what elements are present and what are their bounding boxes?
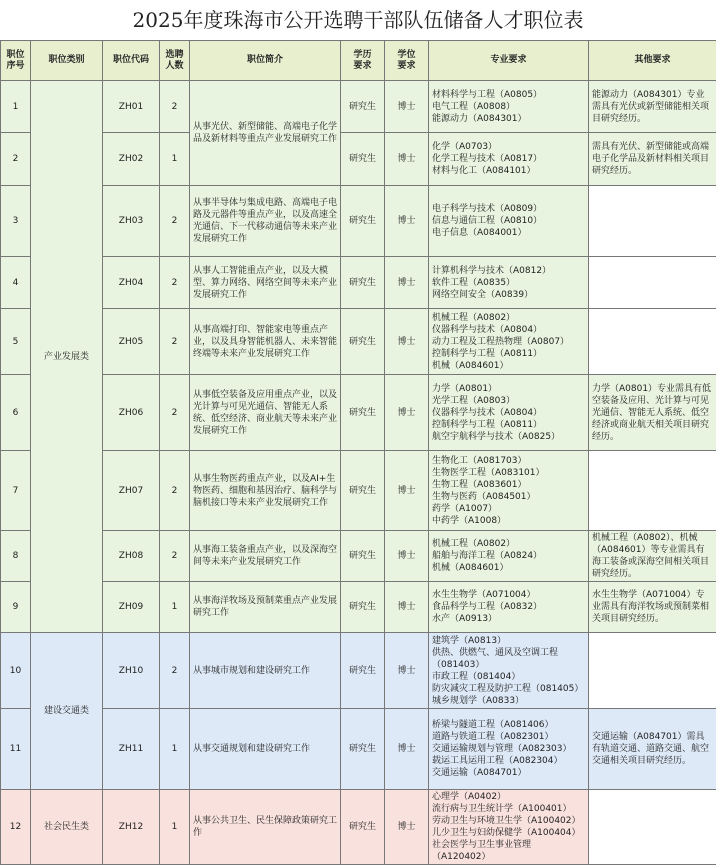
major-item: 中药学（A1008）	[432, 515, 585, 527]
position-seq: 10	[1, 633, 31, 709]
position-category: 产业发展类	[31, 81, 103, 633]
major-item: 供热、供燃气、通风及空调工程	[432, 647, 585, 659]
education-requirement: 研究生	[341, 709, 385, 790]
position-intro: 从事高端打印、智能家电等重点产业，以及具身智能机器人、未来智能终端等未来产业发展研究工作	[190, 309, 341, 375]
major-item: 劳动卫生与环境卫生学（A100402）	[432, 815, 585, 827]
other-requirement	[589, 257, 716, 309]
major-item: 机械工程（A0802）	[432, 538, 585, 550]
position-code: ZH09	[103, 582, 160, 633]
major-item: 电子科学与技术（A0809）	[432, 203, 585, 215]
table-row	[1, 582, 716, 633]
position-seq: 12	[1, 790, 31, 865]
degree-requirement: 博士	[385, 790, 429, 865]
education-requirement: 研究生	[341, 531, 385, 582]
major-item: 力学（A0801）	[432, 383, 585, 395]
education-requirement: 研究生	[341, 790, 385, 865]
position-count: 2	[160, 81, 190, 133]
major-item: 生物工程（A083601）	[432, 479, 585, 491]
degree-requirement: 博士	[385, 633, 429, 709]
table-row	[1, 451, 716, 531]
major-item: 网络空间安全（A0839）	[432, 289, 585, 301]
header-degree: 学位 要求	[385, 41, 429, 81]
major-requirement	[429, 186, 589, 257]
major-item: 交通运输规划与管理（A082303）	[432, 743, 585, 755]
table-row	[1, 790, 716, 865]
other-requirement: 机械工程（A0802）、机械（A084601）等专业需具有海工装备或深海空间相关项目研究经历。	[589, 531, 716, 582]
major-requirement	[429, 582, 589, 633]
major-item: 社会医学与卫生事业管理	[432, 839, 585, 851]
major-item: 载运工具运用工程（A082304）	[432, 755, 585, 767]
position-count: 1	[160, 582, 190, 633]
major-item: 市政工程（081404）	[432, 671, 585, 683]
position-count: 2	[160, 257, 190, 309]
major-item: 船舶与海洋工程（A0824）	[432, 550, 585, 562]
position-intro: 从事海洋牧场及预制菜重点产业发展研究工作	[190, 582, 341, 633]
degree-requirement: 博士	[385, 257, 429, 309]
major-item: 药学（A1007）	[432, 503, 585, 515]
position-intro: 从事海工装备重点产业，以及深海空间等未来产业发展研究工作	[190, 531, 341, 582]
major-item: 仪器科学与技术（A0804）	[432, 407, 585, 419]
education-requirement: 研究生	[341, 186, 385, 257]
major-requirement	[429, 257, 589, 309]
major-item: 计算机科学与技术（A0812）	[432, 265, 585, 277]
position-code: ZH06	[103, 375, 160, 451]
header-seq: 职位 序号	[1, 41, 31, 81]
major-requirement	[429, 451, 589, 531]
major-item: 食品科学与工程（A0832）	[432, 601, 585, 613]
education-requirement: 研究生	[341, 582, 385, 633]
position-count: 2	[160, 309, 190, 375]
table-row	[1, 81, 716, 133]
header-category: 职位类别	[31, 41, 103, 81]
education-requirement: 研究生	[341, 81, 385, 133]
other-requirement: 能源动力（A084301）专业需具有光伏或新型储能相关项目研究经历。	[589, 81, 716, 133]
position-category: 社会民生类	[31, 790, 103, 865]
major-item: 材料与化工（A084101）	[432, 165, 585, 177]
position-intro: 从事人工智能重点产业，以及大模型、算力网络、网络空间等未来产业发展研究工作	[190, 257, 341, 309]
major-item: 信息与通信工程（A0810）	[432, 215, 585, 227]
table-row	[1, 186, 716, 257]
position-table	[0, 40, 716, 865]
position-seq: 7	[1, 451, 31, 531]
major-item: 机械工程（A0802）	[432, 312, 585, 324]
major-item: 城乡规划学（A0833）	[432, 695, 585, 707]
position-count: 2	[160, 451, 190, 531]
position-code: ZH03	[103, 186, 160, 257]
other-requirement: 水生生物学（A071004）专业需具有海洋牧场或预制菜相关项目研究经历。	[589, 582, 716, 633]
table-header-row	[1, 41, 716, 81]
major-requirement	[429, 531, 589, 582]
major-item: 流行病与卫生统计学（A100401）	[432, 803, 585, 815]
other-requirement	[589, 790, 716, 865]
degree-requirement: 博士	[385, 186, 429, 257]
major-item: 水生生物学（A071004）	[432, 589, 585, 601]
position-intro: 从事半导体与集成电路、高端电子电路及元器件等重点产业，以及高速全光通信、下一代移动通信等未来产业发展研究工作	[190, 186, 341, 257]
position-intro: 从事公共卫生、民生保障政策研究工作	[190, 790, 341, 865]
major-requirement	[429, 709, 589, 790]
education-requirement: 研究生	[341, 375, 385, 451]
header-education: 学历 要求	[341, 41, 385, 81]
position-seq: 4	[1, 257, 31, 309]
major-item: 电气工程（A0808）	[432, 101, 585, 113]
major-item: 软件工程（A0835）	[432, 277, 585, 289]
major-requirement	[429, 81, 589, 133]
position-intro: 从事低空装备及应用重点产业，以及光计算与可见光通信、智能无人系统、低空经济、商业航天等未来产业发展研究工作	[190, 375, 341, 451]
table-row	[1, 133, 716, 186]
major-item: 材料科学与工程（A0805）	[432, 89, 585, 101]
major-item: 电子信息（A084001）	[432, 227, 585, 239]
position-code: ZH08	[103, 531, 160, 582]
degree-requirement: 博士	[385, 309, 429, 375]
major-requirement	[429, 790, 589, 865]
major-item: 机械（A084601）	[432, 562, 585, 574]
position-code: ZH11	[103, 709, 160, 790]
major-item: 儿少卫生与妇幼保健学（A100404）	[432, 827, 585, 839]
header-other: 其他要求	[589, 41, 716, 81]
major-item: 桥梁与隧道工程（A081406）	[432, 719, 585, 731]
position-code: ZH04	[103, 257, 160, 309]
degree-requirement: 博士	[385, 709, 429, 790]
major-item: （A120402）	[432, 851, 585, 863]
major-item: 航空宇航科学与技术（A0825）	[432, 431, 585, 443]
degree-requirement: 博士	[385, 451, 429, 531]
table-row	[1, 531, 716, 582]
position-count: 2	[160, 186, 190, 257]
major-item: 生物与医药（A084501）	[432, 491, 585, 503]
position-seq: 6	[1, 375, 31, 451]
degree-requirement: 博士	[385, 81, 429, 133]
major-item: 化学工程与技术（A0817）	[432, 153, 585, 165]
position-code: ZH05	[103, 309, 160, 375]
major-requirement	[429, 309, 589, 375]
degree-requirement: 博士	[385, 582, 429, 633]
other-requirement: 交通运输（A084701）需具有轨道交通、道路交通、航空交通相关项目研究经历。	[589, 709, 716, 790]
table-row	[1, 309, 716, 375]
position-count: 2	[160, 531, 190, 582]
major-requirement	[429, 375, 589, 451]
position-intro: 从事交通规划和建设研究工作	[190, 709, 341, 790]
position-seq: 11	[1, 709, 31, 790]
position-code: ZH10	[103, 633, 160, 709]
table-row	[1, 633, 716, 709]
position-count: 1	[160, 133, 190, 186]
degree-requirement: 博士	[385, 133, 429, 186]
major-item: 控制科学与工程（A0811）	[432, 419, 585, 431]
education-requirement: 研究生	[341, 309, 385, 375]
position-code: ZH12	[103, 790, 160, 865]
position-count: 2	[160, 633, 190, 709]
table-row	[1, 375, 716, 451]
major-item: 建筑学（A0813）	[432, 635, 585, 647]
position-seq: 1	[1, 81, 31, 133]
major-item: 心理学（A0402）	[432, 791, 585, 803]
table-row	[1, 709, 716, 790]
major-item: 防灾减灾工程及防护工程（081405）	[432, 683, 585, 695]
degree-requirement: 博士	[385, 531, 429, 582]
position-intro: 从事城市规划和建设研究工作	[190, 633, 341, 709]
other-requirement: 需具有光伏、新型储能或高端电子化学品及新材料相关项目研究经历。	[589, 133, 716, 186]
major-item: 水产（A0913）	[432, 613, 585, 625]
major-item: 机械（A084601）	[432, 360, 585, 372]
header-intro: 职位简介	[190, 41, 341, 81]
education-requirement: 研究生	[341, 133, 385, 186]
other-requirement	[589, 186, 716, 257]
major-item: 仪器科学与技术（A0804）	[432, 324, 585, 336]
position-count: 2	[160, 375, 190, 451]
position-intro: 从事生物医药重点产业，以及AI+生物医药、细胞和基因治疗、脑科学与脑机接口等未来产业发展研究工作	[190, 451, 341, 531]
other-requirement	[589, 633, 716, 709]
major-item: （081403）	[432, 659, 585, 671]
page-title: 2025年度珠海市公开选聘干部队伍储备人才职位表	[0, 0, 716, 40]
position-code: ZH02	[103, 133, 160, 186]
position-seq: 9	[1, 582, 31, 633]
position-seq: 2	[1, 133, 31, 186]
education-requirement: 研究生	[341, 257, 385, 309]
degree-requirement: 博士	[385, 375, 429, 451]
major-item: 道路与铁道工程（A082301）	[432, 731, 585, 743]
education-requirement: 研究生	[341, 451, 385, 531]
position-intro: 从事光伏、新型储能、高端电子化学品及新材料等重点产业发展研究工作	[190, 81, 341, 186]
position-seq: 3	[1, 186, 31, 257]
position-code: ZH01	[103, 81, 160, 133]
other-requirement	[589, 451, 716, 531]
position-seq: 5	[1, 309, 31, 375]
other-requirement: 力学（A0801）专业需具有低空装备及应用、光计算与可见光通信、智能无人系统、低空经济或商业航天相关项目研究经历。	[589, 375, 716, 451]
other-requirement	[589, 309, 716, 375]
position-seq: 8	[1, 531, 31, 582]
major-item: 生物化工（A081703）	[432, 455, 585, 467]
header-code: 职位代码	[103, 41, 160, 81]
position-count: 1	[160, 790, 190, 865]
table-row	[1, 257, 716, 309]
header-major: 专业要求	[429, 41, 589, 81]
major-item: 动力工程及工程热物理（A0807）	[432, 336, 585, 348]
position-code: ZH07	[103, 451, 160, 531]
major-item: 化学（A0703）	[432, 141, 585, 153]
education-requirement: 研究生	[341, 633, 385, 709]
major-item: 控制科学与工程（A0811）	[432, 348, 585, 360]
major-item: 交通运输（A084701）	[432, 767, 585, 779]
header-count: 选聘 人数	[160, 41, 190, 81]
major-item: 能源动力（A084301）	[432, 113, 585, 125]
major-item: 生物医学工程（A083101）	[432, 467, 585, 479]
major-requirement	[429, 633, 589, 709]
major-item: 光学工程（A0803）	[432, 395, 585, 407]
major-requirement	[429, 133, 589, 186]
position-category: 建设交通类	[31, 633, 103, 790]
position-count: 1	[160, 709, 190, 790]
